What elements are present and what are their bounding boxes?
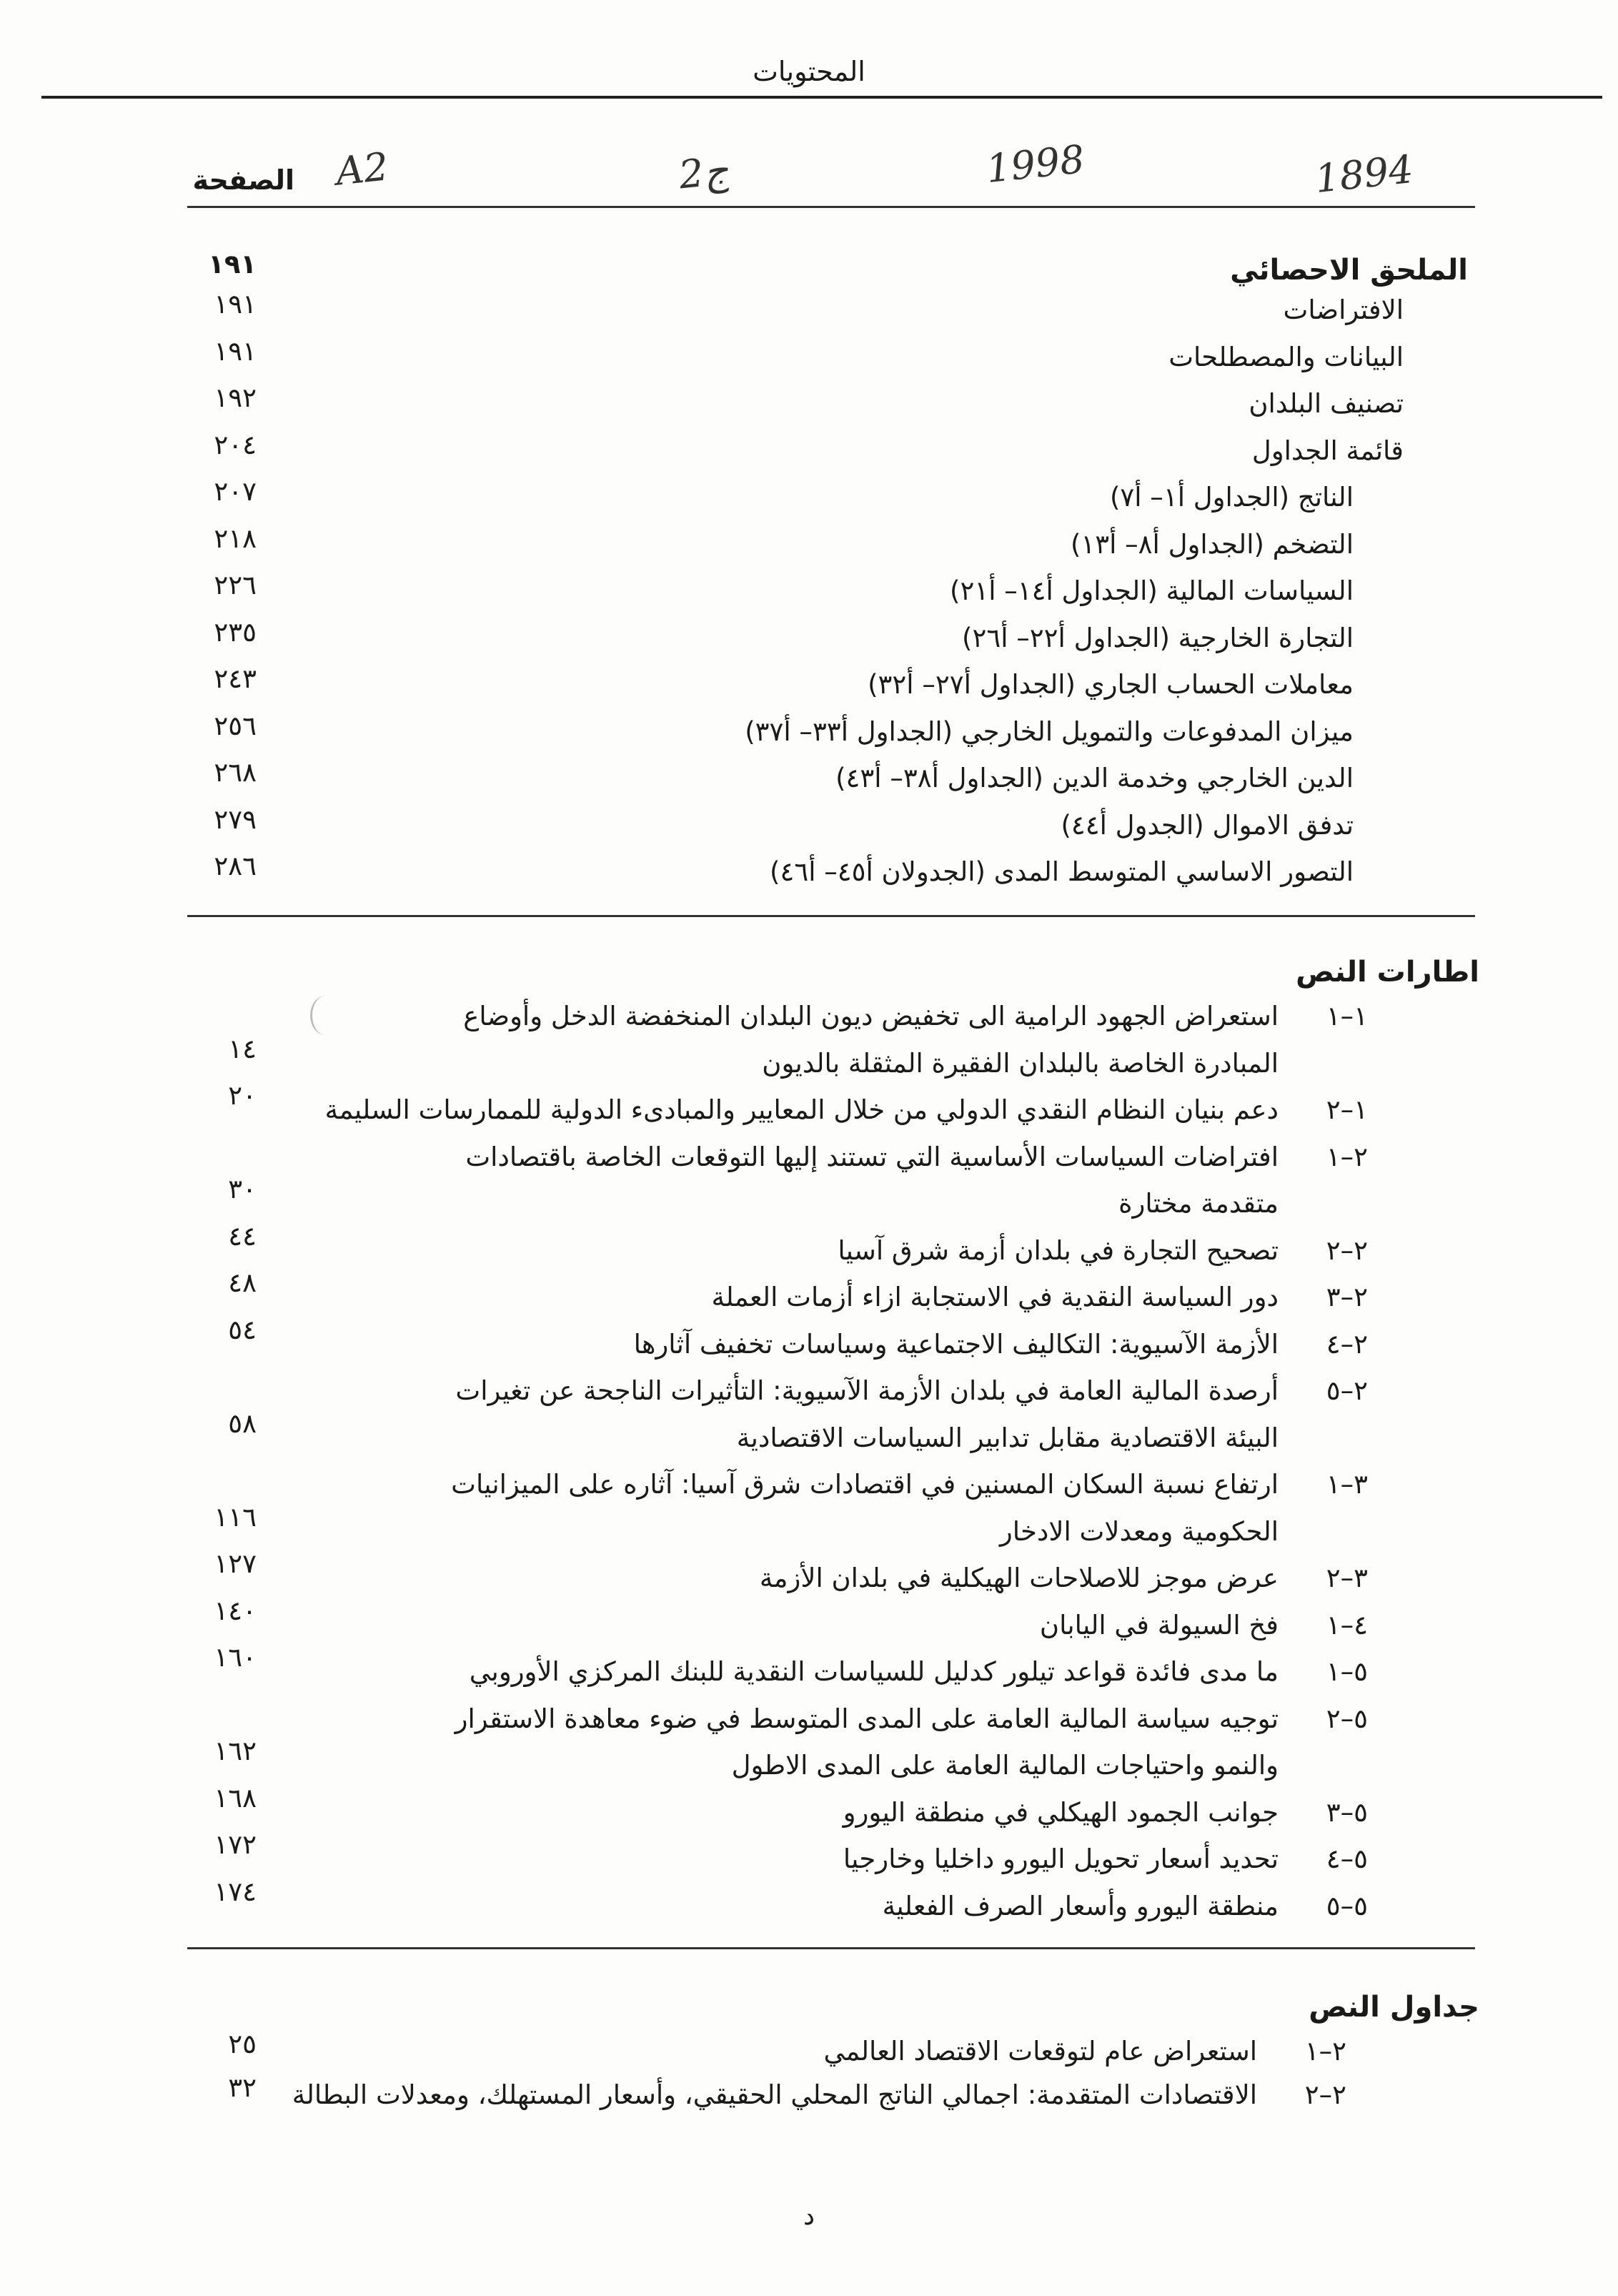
box-item-page: ٤٤: [228, 1220, 257, 1252]
box-item-title: عرض موجز للاصلاحات الهيكلية في بلدان الأزمة: [759, 1563, 1279, 1593]
box-item-number: ٥–١: [1326, 1656, 1368, 1687]
box-item-number: ٥–٣: [1326, 1796, 1368, 1828]
box-item-title: أرصدة المالية العامة في بلدان الأزمة الآسيوية: التأثيرات الناجحة عن تغيرات: [455, 1375, 1279, 1406]
appendix-entry-page: ٢٠٤: [214, 429, 257, 460]
appendix-entry-page: ١٩٢: [214, 382, 257, 413]
box-item-number: ٣–١: [1326, 1469, 1368, 1500]
box-item-page: ١٦٨: [214, 1782, 257, 1813]
box-item-title-continued: والنمو واحتياجات المالية العامة على المدى الاطول: [731, 1750, 1279, 1781]
section-rule: [187, 1947, 1475, 1949]
section-rule: [187, 206, 1475, 208]
appendix-entry-page: ٢٧٩: [214, 803, 257, 835]
box-item-page: ١٦٠: [214, 1642, 257, 1673]
appendix-entry-page: ٢٦٨: [214, 757, 257, 788]
appendix-entry-text: تصنيف البلدان: [1249, 388, 1404, 419]
box-item-page: ١٢٧: [214, 1548, 257, 1579]
box-item-title: تصحيح التجارة في بلدان أزمة شرق آسيا: [838, 1234, 1279, 1266]
appendix-entry-text: معاملات الحساب الجاري (الجداول أ٢٧– أ٣٢): [868, 669, 1354, 700]
appendix-entry-page: ٢٣٥: [214, 616, 257, 648]
box-item-page: ٥٤: [228, 1314, 257, 1345]
handwriting-note-1: A2: [333, 144, 391, 194]
appendix-entry-text: تدفق الاموال (الجدول أ٤٤): [1061, 809, 1354, 841]
box-item-title-continued: الحكومية ومعدلات الادخار: [999, 1515, 1279, 1547]
appendix-title-page: ١٩١: [208, 249, 257, 279]
box-item-title: ما مدى فائدة قواعد تيلور كدليل للسياسات النقدية للبنك المركزي الأوروبي: [469, 1656, 1279, 1687]
box-item-number: ٥–٤: [1326, 1844, 1368, 1874]
box-item-number: ٣–٢: [1326, 1563, 1368, 1593]
box-item-page: ٤٨: [228, 1267, 257, 1298]
appendix-entry-page: ٢٠٧: [214, 476, 257, 507]
appendix-entry-text: التضخم (الجداول أ٨– أ١٣): [1070, 528, 1354, 560]
box-item-title-continued: البيئة الاقتصادية مقابل تدابير السياسات الاقتصادية: [736, 1422, 1279, 1453]
box-item-page: ١٤٠: [214, 1595, 257, 1626]
text-tables-title: جداول النص: [1309, 1991, 1479, 2024]
box-item-title: افتراضات السياسات الأساسية التي تستند إليها التوقعات الخاصة باقتصادات: [465, 1141, 1279, 1172]
section-rule: [187, 915, 1475, 917]
header-rule: [41, 96, 1602, 99]
box-item-title: دور السياسة النقدية في الاستجابة ازاء أزمات العملة: [711, 1282, 1279, 1312]
box-item-title: استعراض الجهود الرامية الى تخفيض ديون البلدان المنخفضة الدخل وأوضاع: [463, 1001, 1279, 1031]
box-item-number: ٥–٥: [1326, 1890, 1368, 1921]
appendix-entry-text: التصور الاساسي المتوسط المدى (الجدولان أ٤٥– أ٤٦): [770, 856, 1354, 887]
page-header-title: المحتويات: [753, 56, 865, 87]
table-item-number: ٢–٢: [1304, 2079, 1346, 2110]
table-item-page: ٢٥: [228, 2029, 257, 2059]
text-boxes-title: اطارات النص: [1296, 956, 1479, 989]
appendix-entry-page: ١٩١: [214, 335, 257, 367]
box-item-title: ارتفاع نسبة السكان المسنين في اقتصادات شرق آسيا: آثاره على الميزانيات: [451, 1469, 1279, 1500]
box-item-title: منطقة اليورو وأسعار الصرف الفعلية: [882, 1890, 1279, 1921]
table-item-number: ٢–١: [1304, 2036, 1346, 2067]
box-item-page: ١٧٤: [214, 1876, 257, 1907]
page-footer-letter: د: [803, 2202, 815, 2231]
appendix-entry-text: التجارة الخارجية (الجداول أ٢٢– أ٢٦): [962, 622, 1354, 653]
margin-mark: [310, 996, 341, 1035]
appendix-entry-page: ٢٢٦: [214, 570, 257, 600]
appendix-entry-text: الدين الخارجي وخدمة الدين (الجداول أ٣٨– أ٤٣): [835, 763, 1354, 793]
box-item-page: ٣٠: [228, 1174, 257, 1204]
handwriting-note-3: 1998: [984, 136, 1087, 192]
table-item-title: استعراض عام لتوقعات الاقتصاد العالمي: [823, 2036, 1257, 2067]
box-item-number: ٢–١: [1326, 1141, 1368, 1172]
appendix-entry-page: ١٩١: [214, 289, 257, 320]
box-item-number: ١–١: [1326, 1001, 1368, 1031]
box-item-number: ٢–٣: [1326, 1282, 1368, 1312]
box-item-page: ١٧٢: [214, 1829, 257, 1860]
page-column-label: الصفحة: [192, 164, 294, 196]
handwriting-note-2: 2ج: [676, 147, 731, 198]
appendix-entry-text: السياسات المالية (الجداول أ١٤– أ٢١): [950, 575, 1354, 606]
handwriting-note-4: 1894: [1313, 146, 1416, 202]
box-item-number: ٢–٢: [1326, 1234, 1368, 1266]
box-item-page: ١١٦: [214, 1501, 257, 1533]
appendix-entry-text: ميزان المدفوعات والتمويل الخارجي (الجداول أ٣٣– أ٣٧): [745, 716, 1354, 747]
box-item-number: ٢–٥: [1326, 1375, 1368, 1406]
box-item-number: ٥–٢: [1326, 1703, 1368, 1734]
box-item-page: ٥٨: [228, 1407, 257, 1439]
box-item-title: دعم بنيان النظام النقدي الدولي من خلال المعايير والمبادىء الدولية للممارسات السليمة: [324, 1094, 1279, 1125]
box-item-title: الأزمة الآسيوية: التكاليف الاجتماعية وسياسات تخفيف آثارها: [633, 1328, 1279, 1360]
box-item-page: ٢٠: [228, 1080, 257, 1111]
box-item-number: ٤–١: [1326, 1609, 1368, 1641]
box-item-title: توجيه سياسة المالية العامة على المدى المتوسط في ضوء معاهدة الاستقرار: [455, 1703, 1279, 1734]
box-item-page: ١٤: [228, 1033, 257, 1064]
table-item-title: الاقتصادات المتقدمة: اجمالي الناتج المحلي الحقيقي، وأسعار المستهلك، ومعدلات البطالة: [292, 2079, 1257, 2110]
appendix-entry-text: الافتراضات: [1283, 295, 1404, 325]
box-item-title: جوانب الجمود الهيكلي في منطقة اليورو: [843, 1796, 1279, 1828]
box-item-number: ١–٢: [1326, 1094, 1368, 1125]
appendix-entry-page: ٢١٨: [214, 523, 257, 554]
table-item-page: ٣٢: [228, 2072, 257, 2103]
appendix-entry-page: ٢٤٣: [214, 663, 257, 694]
appendix-entry-text: البيانات والمصطلحات: [1168, 341, 1404, 372]
box-item-number: ٢–٤: [1326, 1328, 1368, 1360]
appendix-entry-page: ٢٥٦: [214, 710, 257, 741]
appendix-entry-page: ٢٨٦: [214, 851, 257, 881]
appendix-entry-text: الناتج (الجداول أ١– أ٧): [1109, 482, 1354, 513]
box-item-page: ١٦٢: [214, 1736, 257, 1766]
appendix-title: الملحق الاحصائي: [1230, 254, 1468, 287]
box-item-title-continued: متقدمة مختارة: [1118, 1188, 1279, 1219]
appendix-entry-text: قائمة الجداول: [1251, 435, 1404, 466]
box-item-title: تحديد أسعار تحويل اليورو داخليا وخارجيا: [843, 1844, 1279, 1874]
box-item-title: فخ السيولة في اليابان: [1039, 1609, 1279, 1641]
box-item-title-continued: المبادرة الخاصة بالبلدان الفقيرة المثقلة بالديون: [762, 1047, 1279, 1079]
